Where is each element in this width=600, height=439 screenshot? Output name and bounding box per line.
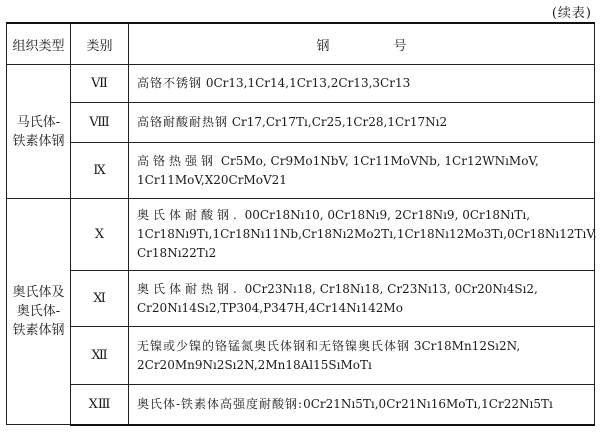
table-row (7, 385, 595, 425)
grade-list: 3Cr18Mn12Sı2N, 2Cr20Mn9Nı2Sı2N,2Mn18Al15SıMoTı (137, 338, 521, 372)
group-name-line: 奥氏体及 (12, 285, 65, 300)
grade-cell (129, 271, 595, 327)
grade-label: 高铬耐酸耐热钢 (137, 115, 229, 129)
header-category: 类别 (71, 23, 129, 65)
grade-label: 高铬热强钢 (137, 153, 218, 168)
grade-list: 0Cr21Nı5Tı,0Cr21Nı16MoTı,1Cr22Nı5Tı (303, 396, 553, 411)
group-cell-austenitic (7, 199, 71, 425)
table-row (7, 271, 595, 327)
grade-list: 00Cr18Nı10, 0Cr18Nı9, 2Cr18Nı9, 0Cr18NıTı, 1Cr18Nı9Tı,1Cr18Nı11Nb,Cr18Nı2Mo2Tı,1Cr18Nı12Mo3Tı,0Cr18Nı12TıV, Cr18Nı22Tı2 (137, 208, 597, 260)
category-cell: Ⅷ (71, 103, 129, 143)
category-cell: Ⅻ (71, 327, 129, 385)
steel-classification-table (6, 22, 595, 426)
header-steel-grade (129, 23, 595, 65)
category-cell: Ⅸ (71, 143, 129, 199)
header-row (7, 23, 595, 65)
grade-cell (129, 199, 595, 271)
table-row (7, 103, 595, 143)
header-group: 组织类型 (7, 23, 71, 65)
category-cell: Ⅹ (71, 199, 129, 271)
grade-list: Cr5Mo, Cr9Mo1NbV, 1Cr11MoVNb, 1Cr12WNıMoV, 1Cr11MoV,X20CrMoV21 (137, 153, 539, 187)
table-row (7, 327, 595, 385)
grade-label: 奥氏体耐热钢. (137, 281, 241, 296)
category-cell: Ⅶ (71, 65, 129, 103)
group-name-line: 马氏体- (16, 114, 61, 130)
grade-list: 0Cr13,1Cr14,1Cr13,2Cr13,3Cr13 (205, 76, 411, 90)
grade-cell (129, 103, 595, 143)
grade-label: 奥氏体-铁素体高强度耐酸钢: (137, 396, 304, 411)
group-cell-martensitic (7, 65, 71, 199)
grade-cell (129, 65, 595, 103)
category-cell: Ⅺ (71, 271, 129, 327)
grade-list: Cr17,Cr17Tı,Cr25,1Cr28,1Cr17Nı2 (231, 115, 448, 129)
group-name-line: 铁素体钢 (12, 323, 65, 338)
grade-label: 无镍或少镍的铬锰氮奥氏体钢和无铬镍奥氏体钢 (137, 338, 411, 353)
group-name-line: 奥氏体- (16, 304, 61, 319)
category-cell: ⅩⅢ (71, 385, 129, 425)
continued-label: (续表) (551, 6, 592, 21)
grade-label: 奥氏体耐酸钢. (137, 208, 241, 222)
group-name-line: 铁素体钢 (12, 133, 65, 149)
grade-label: 高铬不锈钢 (137, 76, 203, 90)
table-row (7, 65, 595, 103)
grade-cell (129, 385, 595, 425)
grade-cell (129, 143, 595, 199)
header-steel-2: 号 (393, 38, 407, 54)
table-row (7, 143, 595, 199)
grade-cell (129, 327, 595, 385)
table-row (7, 199, 595, 271)
grade-list: 0Cr23Nı18, Cr18Nı18, Cr23Nı13, 0Cr20Nı4Sı2, Cr20Nı14Sı2,TP304,P347H,4Cr14Nı142Mo (137, 281, 538, 315)
header-steel-1: 钢 (316, 38, 330, 54)
